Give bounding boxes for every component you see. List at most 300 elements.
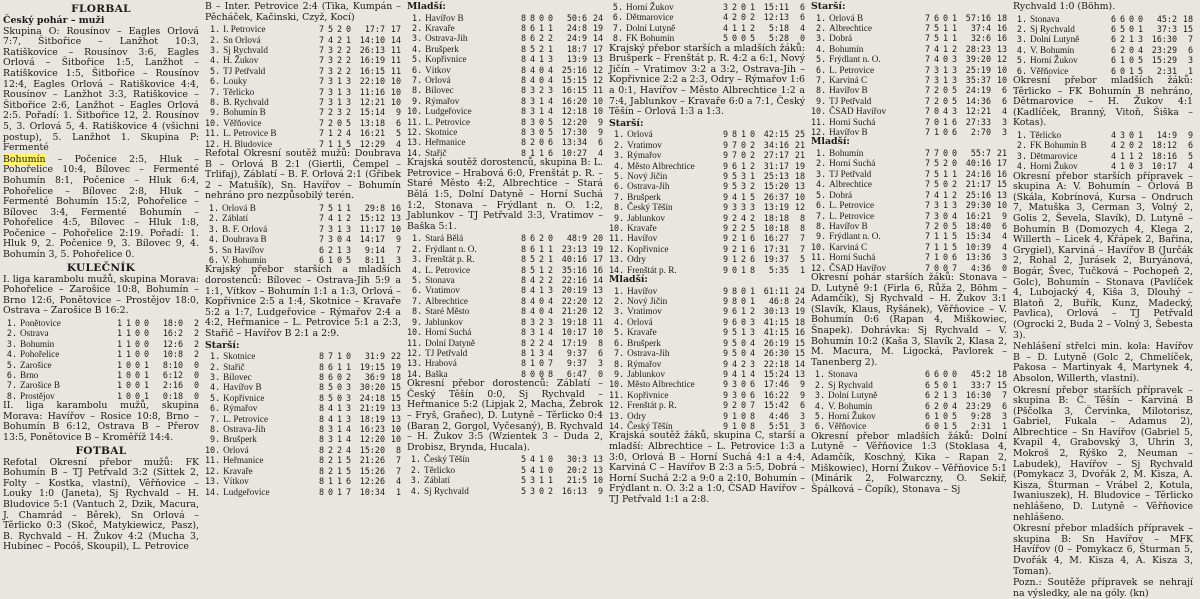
- losses: 5: [345, 255, 351, 266]
- points: 21: [996, 148, 1007, 159]
- score: 2:31: [970, 421, 991, 432]
- points: 13: [390, 213, 401, 224]
- rank: 4.: [1016, 44, 1027, 55]
- draws: 1: [942, 116, 948, 127]
- table-row: [407, 65, 603, 75]
- draws: 1: [336, 361, 342, 372]
- draws: 1: [538, 454, 544, 465]
- rank: 3.: [6, 338, 17, 349]
- rank: 1.: [410, 454, 421, 465]
- games: 6: [924, 400, 930, 411]
- table-row: [205, 87, 401, 97]
- table-row: [3, 360, 199, 370]
- rank: 5.: [210, 65, 221, 76]
- wins: 6: [327, 372, 333, 383]
- draws: 0: [538, 306, 544, 317]
- losses: 5: [1137, 55, 1143, 66]
- rank: 1.: [816, 148, 827, 159]
- wins: 3: [327, 424, 333, 435]
- team-name: Horní Suchá: [829, 116, 876, 127]
- rank: 10.: [205, 117, 221, 128]
- team-name: Skotnice: [425, 127, 458, 138]
- games: 8: [520, 264, 526, 275]
- rank: 5.: [816, 189, 827, 200]
- rank: 4.: [210, 382, 221, 393]
- losses: 8: [749, 420, 755, 431]
- losses: 8: [749, 264, 755, 275]
- team-name: Staré Město: [425, 306, 470, 317]
- points: 10: [390, 223, 401, 234]
- rank: 2.: [1016, 140, 1027, 151]
- rank: 12.: [811, 127, 827, 138]
- losses: 4: [749, 368, 755, 379]
- losses: 4: [547, 95, 553, 106]
- team-name: Město Albrechtice: [627, 379, 695, 390]
- score: 20:2: [566, 464, 587, 475]
- rank: 10.: [609, 379, 625, 390]
- score: 12:29: [359, 138, 385, 149]
- games: 7: [318, 138, 324, 149]
- draws: 0: [740, 348, 746, 359]
- games: 7: [318, 213, 324, 224]
- score: 37:3: [1156, 24, 1177, 34]
- points: 3: [1001, 127, 1007, 138]
- score: 6:47: [566, 368, 587, 379]
- rank: 1.: [412, 12, 423, 23]
- score: 12:20: [561, 116, 587, 127]
- wins: 3: [529, 327, 535, 338]
- wins: 2: [1119, 34, 1125, 45]
- table-row: [609, 12, 805, 22]
- games: 8: [520, 243, 526, 254]
- points: 9: [597, 127, 603, 138]
- losses: 1: [547, 475, 553, 486]
- losses: 2: [345, 55, 351, 66]
- column-4: [609, 2, 805, 564]
- points: 19: [390, 361, 401, 372]
- wins: 1: [529, 358, 535, 369]
- games: 6: [924, 410, 930, 421]
- table-row: [609, 306, 805, 316]
- team-name: Heřmanice: [223, 455, 264, 466]
- points: 10: [390, 76, 401, 87]
- team-name: TJ Petřvald: [223, 65, 266, 76]
- score: 13:9: [566, 54, 587, 65]
- points: 9: [1187, 130, 1193, 140]
- draws: 0: [942, 85, 948, 96]
- table-row: [811, 200, 1007, 210]
- points: 2: [193, 328, 199, 339]
- table-row: [205, 382, 401, 392]
- games: 9: [722, 191, 728, 202]
- team-name: Dobrá: [829, 33, 853, 44]
- draws: 1: [740, 22, 746, 33]
- points: 16: [794, 327, 805, 338]
- table-row: [205, 455, 401, 465]
- competition-subheading: Mladší:: [811, 136, 850, 148]
- games: 5: [520, 454, 526, 465]
- score: 27:33: [965, 116, 991, 127]
- games: 1: [116, 338, 122, 349]
- wins: 1: [327, 138, 333, 149]
- rank: 12.: [205, 138, 221, 149]
- games: 8: [520, 285, 526, 296]
- games: 8: [520, 147, 526, 158]
- losses: 3: [345, 223, 351, 234]
- team-name: Sj Rychvald: [223, 45, 268, 55]
- table-row: [811, 96, 1007, 106]
- losses: 6: [345, 476, 351, 487]
- table-row: [3, 339, 199, 349]
- table-row: [407, 127, 603, 137]
- games: 8: [318, 455, 324, 466]
- points: 5: [1187, 150, 1193, 161]
- wins: 5: [327, 203, 333, 214]
- score: 25:13: [763, 171, 789, 181]
- draws: 0: [538, 12, 544, 23]
- games: 8: [520, 43, 526, 54]
- team-name: Orlová B: [222, 203, 256, 214]
- wins: 4: [731, 191, 737, 202]
- games: 9: [722, 348, 728, 359]
- losses: 1: [951, 379, 957, 390]
- draws: 0: [942, 210, 948, 221]
- score: 42:15: [763, 129, 789, 140]
- score: 15:20: [359, 444, 385, 455]
- team-name: Ludgeřovice: [223, 486, 270, 497]
- team-name: Stonava: [1030, 13, 1060, 24]
- rank: 5.: [614, 327, 625, 338]
- games: 8: [318, 403, 324, 414]
- rank: 10.: [407, 106, 423, 117]
- points: 21: [794, 139, 805, 150]
- rank: 3.: [410, 475, 421, 486]
- points: 0: [193, 390, 199, 401]
- draws: 1: [336, 424, 342, 435]
- draws: 0: [1128, 140, 1134, 151]
- games: 9: [722, 306, 728, 317]
- games: 6: [924, 421, 930, 432]
- losses: 2: [345, 45, 351, 55]
- score: 25:16: [965, 189, 991, 200]
- wins: 3: [731, 202, 737, 213]
- score: 9:37: [566, 358, 587, 369]
- rank: 6.: [614, 181, 625, 192]
- draws: 0: [1128, 24, 1134, 34]
- table-row: [407, 338, 603, 348]
- draws: 3: [538, 347, 544, 358]
- team-name: Albrechtice: [829, 179, 872, 190]
- losses: 5: [951, 410, 957, 421]
- draws: 0: [538, 358, 544, 369]
- table-row: [609, 411, 805, 421]
- team-name: Věřňovice: [828, 421, 867, 432]
- rank: 10.: [407, 327, 423, 338]
- score: 17:46: [763, 379, 789, 390]
- losses: 5: [1137, 65, 1143, 76]
- rank: 1.: [6, 318, 17, 329]
- wins: 1: [125, 349, 131, 360]
- wins: 1: [933, 231, 939, 242]
- draws: 2: [538, 43, 544, 54]
- draws: 0: [942, 410, 948, 421]
- team-name: TJ Petřvald: [829, 95, 872, 106]
- standings-table: [811, 148, 1007, 273]
- score: 33:7: [970, 379, 991, 390]
- team-name: Jablunkov: [627, 212, 665, 223]
- rank: 9.: [412, 95, 423, 106]
- wins: 7: [731, 139, 737, 150]
- team-name: Bohumín B: [223, 107, 266, 118]
- wins: 0: [933, 106, 939, 117]
- score: 22:16: [561, 275, 587, 286]
- points: 14: [794, 358, 805, 369]
- rank: 14.: [609, 264, 625, 275]
- table-row: [609, 254, 805, 264]
- draws: 4: [942, 106, 948, 117]
- points: 8: [597, 337, 603, 348]
- points: 3: [597, 358, 603, 369]
- games: 9: [722, 223, 728, 234]
- games: 3: [722, 2, 728, 12]
- competition-subheading: Starší:: [609, 117, 644, 129]
- score: 15:12: [359, 213, 385, 224]
- rank: 5.: [614, 171, 625, 181]
- table-row: [811, 75, 1007, 85]
- draws: 2: [336, 444, 342, 455]
- rank: 2.: [814, 379, 825, 390]
- losses: 4: [547, 327, 553, 338]
- rank: 11.: [407, 337, 423, 348]
- games: 9: [722, 233, 728, 244]
- standings-table: [205, 351, 401, 497]
- draws: 1: [740, 129, 746, 140]
- rank: 5.: [6, 359, 17, 370]
- losses: 0: [345, 351, 351, 362]
- results-paragraph: Krajská soutěž dorostenců, skupina B: L. Petrovice – Hrabová 6:0, Frenštát p. R. – Staré Město 4:2, Albrechtice – Stará Bělá 1:5, Dolní Datyně – Horní Suchá 1:2, Stonava – Frýdlant n. O. 1:2, Jablunkov – TJ Petřvald 3:3, Vratimov – Baška 5:1.: [407, 157, 603, 232]
- wins: 3: [529, 95, 535, 106]
- score: 21:26: [359, 455, 385, 466]
- rank: 11.: [205, 128, 221, 139]
- points: 14: [390, 34, 401, 45]
- team-name: Brno: [20, 370, 39, 381]
- wins: 5: [731, 327, 737, 338]
- losses: 0: [749, 129, 755, 140]
- draws: 0: [1128, 130, 1134, 140]
- score: 57:16: [965, 12, 991, 23]
- table-row: [407, 327, 603, 337]
- losses: 3: [749, 358, 755, 369]
- results-paragraph: [3, 155, 199, 261]
- draws: 1: [336, 465, 342, 476]
- games: 9: [722, 400, 728, 411]
- losses: 0: [143, 328, 149, 339]
- wins: 3: [933, 210, 939, 221]
- table-row: [609, 213, 805, 223]
- draws: 2: [538, 275, 544, 286]
- team-name: B. F. Orlová: [222, 223, 268, 234]
- wins: 2: [731, 400, 737, 411]
- score: 15:11: [763, 2, 789, 12]
- team-name: L. Petrovice: [425, 264, 471, 275]
- losses: 3: [1137, 161, 1143, 172]
- rank: 9.: [816, 95, 827, 106]
- points: 9: [597, 485, 603, 496]
- score: 19:37: [763, 254, 789, 265]
- rank: 4.: [816, 179, 827, 190]
- rank: 2.: [6, 328, 17, 339]
- games: 7: [924, 158, 930, 169]
- losses: 5: [749, 223, 755, 234]
- team-name: Brušperk: [425, 43, 459, 54]
- games: 8: [520, 275, 526, 286]
- losses: 1: [547, 254, 553, 265]
- losses: 4: [345, 234, 351, 245]
- wins: 1: [125, 328, 131, 339]
- table-row: [609, 359, 805, 369]
- score: 16:23: [359, 424, 385, 435]
- wins: 1: [1119, 150, 1125, 161]
- points: 4: [395, 476, 401, 487]
- wins: 3: [529, 316, 535, 327]
- draws: 0: [740, 285, 746, 296]
- games: 9: [722, 327, 728, 338]
- games: 8: [318, 392, 324, 403]
- games: 8: [520, 95, 526, 106]
- draws: 2: [538, 337, 544, 348]
- rank: 11.: [811, 116, 827, 127]
- losses: 4: [547, 64, 553, 75]
- score: 46:8: [768, 296, 789, 307]
- games: 6: [1110, 24, 1116, 34]
- rank: 6.: [614, 337, 625, 348]
- table-row: [1013, 24, 1193, 34]
- score: 16:15: [561, 85, 587, 96]
- wins: 2: [731, 223, 737, 234]
- games: 8: [318, 424, 324, 435]
- games: 7: [318, 107, 324, 118]
- score: 15:34: [965, 231, 991, 242]
- games: 5: [722, 33, 728, 44]
- team-name: Jablunkov: [627, 368, 665, 379]
- wins: 4: [327, 213, 333, 224]
- rank: 11.: [205, 455, 221, 466]
- wins: 3: [327, 97, 333, 108]
- wins: 6: [529, 23, 535, 33]
- draws: 1: [538, 147, 544, 158]
- table-row: [609, 286, 805, 296]
- team-name: Kopřivnice: [627, 243, 669, 254]
- points: 24: [794, 285, 805, 296]
- wins: 2: [933, 220, 939, 231]
- rank: 14.: [407, 147, 423, 158]
- table-row: [205, 24, 401, 34]
- wins: 7: [933, 148, 939, 159]
- wins: 3: [933, 75, 939, 86]
- team-name: Frenštát p. R.: [627, 264, 677, 275]
- games: 8: [318, 434, 324, 445]
- rank: 11.: [811, 252, 827, 263]
- draws: 0: [134, 328, 140, 339]
- games: 9: [722, 129, 728, 140]
- losses: 0: [1137, 13, 1143, 24]
- score: 8:11: [364, 255, 385, 266]
- draws: 0: [134, 349, 140, 360]
- draws: 0: [538, 116, 544, 127]
- team-name: Frýdlant n. O.: [829, 231, 881, 242]
- rank: 3.: [412, 254, 423, 265]
- table-row: [811, 65, 1007, 75]
- games: 6: [1110, 13, 1116, 24]
- draws: 2: [538, 316, 544, 327]
- draws: 0: [336, 117, 342, 128]
- table-row: [811, 411, 1007, 421]
- score: 22:10: [359, 76, 385, 87]
- score: 16:15: [359, 65, 385, 76]
- table-row: [811, 242, 1007, 252]
- wins: 0: [125, 370, 131, 381]
- losses: 0: [951, 148, 957, 159]
- wins: 5: [731, 181, 737, 192]
- points: 3: [1001, 410, 1007, 421]
- points: 16: [996, 23, 1007, 33]
- losses: 3: [749, 327, 755, 338]
- draws: 1: [538, 285, 544, 296]
- rank: 2.: [410, 464, 421, 475]
- games: 8: [318, 444, 324, 455]
- wins: 3: [327, 55, 333, 66]
- score: 10:39: [965, 241, 991, 252]
- draws: 0: [134, 380, 140, 391]
- losses: 1: [951, 12, 957, 23]
- team-name: Nový Jičín: [627, 296, 668, 307]
- score: 24:18: [359, 392, 385, 403]
- table-row: [609, 233, 805, 243]
- games: 9: [722, 181, 728, 192]
- wins: 2: [529, 337, 535, 348]
- rank: 8.: [210, 97, 221, 108]
- losses: 0: [547, 233, 553, 244]
- table-row: [407, 486, 603, 496]
- draws: 1: [740, 243, 746, 254]
- points: 11: [592, 316, 603, 327]
- points: 15: [794, 337, 805, 348]
- games: 7: [318, 55, 324, 66]
- table-row: [3, 328, 199, 338]
- rank: 4.: [1016, 161, 1027, 172]
- points: 6: [597, 137, 603, 148]
- table-row: [407, 358, 603, 368]
- column-5: [811, 2, 1007, 564]
- wins: 3: [327, 65, 333, 76]
- wins: 3: [933, 200, 939, 211]
- rank: 1.: [614, 285, 625, 296]
- team-name: Rýmařov: [627, 150, 662, 161]
- rank: 8.: [816, 220, 827, 231]
- losses: 1: [345, 361, 351, 372]
- draws: 1: [1128, 65, 1134, 76]
- score: 17:30: [561, 127, 587, 138]
- draws: 0: [740, 410, 746, 421]
- section-heading: FLORBAL: [71, 3, 131, 15]
- score: 13:34: [561, 137, 587, 148]
- team-name: Frýdlant n. O.: [829, 54, 881, 65]
- team-name: V. Bohumín: [828, 400, 873, 411]
- draws: 0: [538, 75, 544, 86]
- score: 41:15: [763, 316, 789, 327]
- team-name: Havířov B: [829, 85, 868, 96]
- games: 9: [722, 243, 728, 254]
